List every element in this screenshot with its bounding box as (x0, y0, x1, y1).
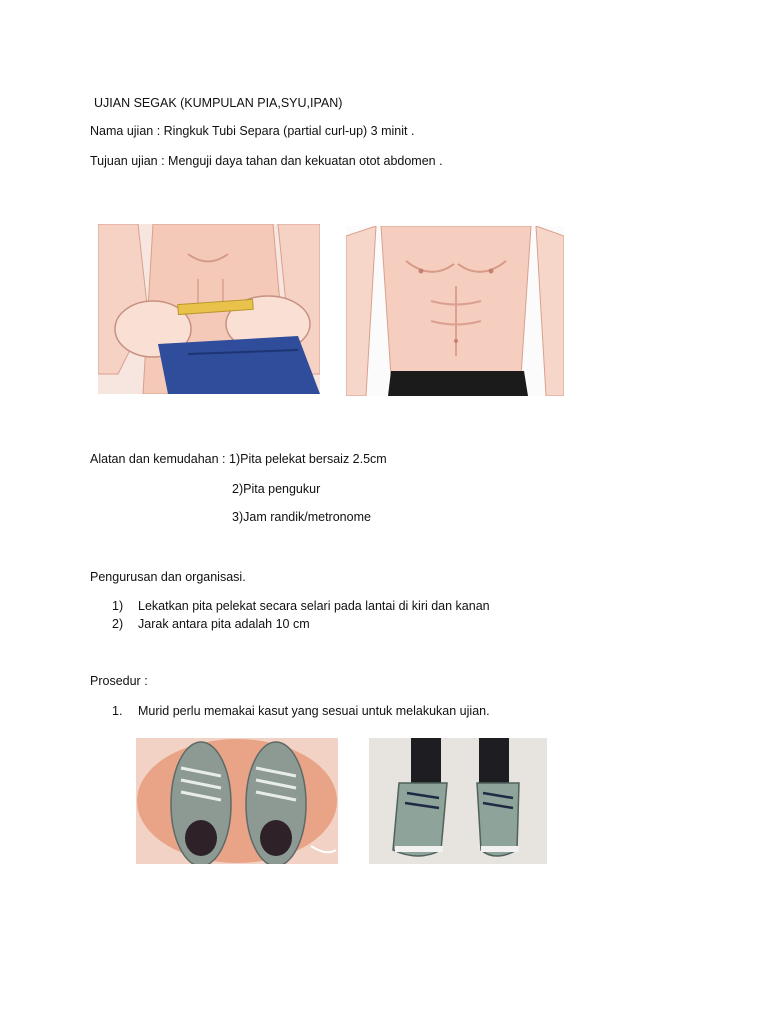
procedure-heading: Prosedur : (90, 674, 148, 688)
shoes-top-view-photo (136, 738, 338, 864)
test-name: Nama ujian : Ringkuk Tubi Separa (partial curl-up) 3 minit . (90, 124, 415, 138)
document-title: UJIAN SEGAK (KUMPULAN PIA,SYU,IPAN) (94, 96, 343, 110)
shoes-top-drawing (136, 738, 338, 864)
equipment-item-2: 2)Pita pengukur (232, 482, 321, 496)
organization-item-2 (112, 617, 310, 631)
equipment-item-1: 1)Pita pelekat bersaiz 2.5cm (229, 452, 387, 466)
shoes-worn-photo (369, 738, 547, 864)
waist-measure-drawing (98, 224, 320, 394)
shoes-worn-drawing (369, 738, 547, 864)
equipment-line-1 (90, 452, 387, 466)
procedure-item-1 (112, 704, 490, 718)
organization-item-1 (112, 599, 490, 613)
organization-item-1-number: 1) (112, 599, 124, 613)
procedure-item-1-text: Murid perlu memakai kasut yang sesuai untuk melakukan ujian. (138, 704, 490, 718)
procedure-item-1-number: 1. (112, 704, 123, 718)
test-objective: Tujuan ujian : Menguji daya tahan dan kekuatan otot abdomen . (90, 154, 443, 168)
abdomen-illustration (346, 226, 564, 396)
waist-measure-illustration (98, 224, 320, 394)
organization-item-1-text: Lekatkan pita pelekat secara selari pada lantai di kiri dan kanan (138, 599, 490, 613)
abdomen-drawing (346, 226, 564, 396)
organization-item-2-text: Jarak antara pita adalah 10 cm (138, 617, 310, 631)
organization-item-2-number: 2) (112, 617, 124, 631)
equipment-label: Alatan dan kemudahan : (90, 452, 229, 466)
equipment-item-3: 3)Jam randik/metronome (232, 510, 371, 524)
organization-heading: Pengurusan dan organisasi. (90, 570, 246, 584)
